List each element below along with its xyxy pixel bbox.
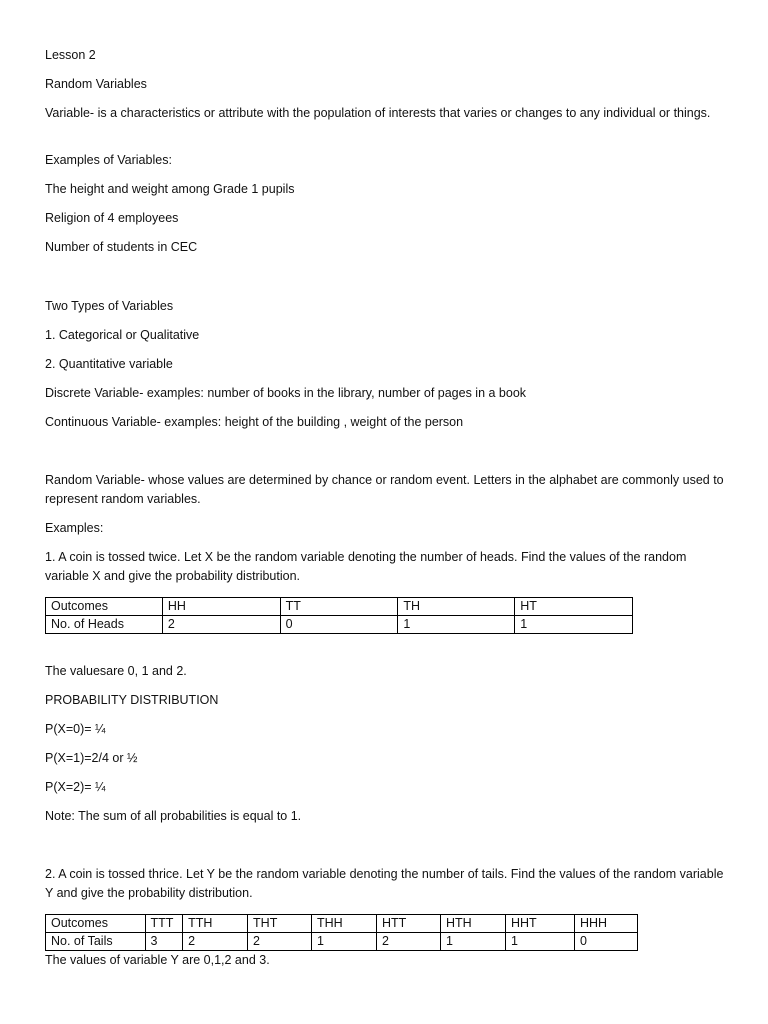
table-cell: 2: [183, 933, 248, 951]
table-cell: 1: [515, 616, 633, 634]
table-cell: 1: [440, 933, 505, 951]
table-row: [46, 915, 638, 933]
table-cell: 2: [377, 933, 441, 951]
type-categorical: 1. Categorical or Qualitative: [45, 328, 200, 342]
table-cell: THH: [312, 915, 377, 933]
table-cell: HHH: [575, 915, 638, 933]
probability-x0: P(X=0)= ¼: [45, 722, 106, 736]
table-cell: TH: [398, 598, 515, 616]
lesson-number: Lesson 2: [45, 48, 96, 62]
table-cell: 1: [505, 933, 574, 951]
values-statement: The valuesare 0, 1 and 2.: [45, 664, 187, 678]
continuous-variable-text: Continuous Variable- examples: height of the building , weight of the person: [45, 415, 464, 429]
table-row: [46, 598, 633, 616]
table-cell: 1: [312, 933, 377, 951]
table-cell: 2: [248, 933, 312, 951]
type-quantitative: 2. Quantitative variable: [45, 357, 173, 371]
table-cell: HTH: [440, 915, 505, 933]
table-cell: TT: [280, 598, 398, 616]
table-cell: HHT: [505, 915, 574, 933]
table-cell: 0: [280, 616, 398, 634]
variable-example-3: Number of students in CEC: [45, 240, 198, 254]
table-row: [46, 933, 638, 951]
probability-x2: P(X=2)= ¼: [45, 780, 106, 794]
probability-x1: P(X=1)=2/4 or ½: [45, 751, 138, 765]
tails-outcome-table: [45, 914, 638, 951]
variable-definition: Variable- is a characteristics or attribute with the population of interests that varies or changes to any individual or things.: [45, 106, 711, 120]
table-cell: 3: [145, 933, 183, 951]
variable-example-1: The height and weight among Grade 1 pupils: [45, 182, 295, 196]
heads-outcome-table: [45, 597, 633, 634]
random-variable-definition: Random Variable- whose values are determined by chance or random event. Letters in the alphabet are commonly used to represent random variables.: [45, 473, 728, 506]
table-cell: TTT: [145, 915, 183, 933]
table-cell: No. of Heads: [46, 616, 163, 634]
lesson-title: Random Variables: [45, 77, 147, 91]
example-2-question: 2. A coin is tossed thrice. Let Y be the random variable denoting the number of tails. Find the values of the random variable Y and give the probability distribution.: [45, 867, 727, 900]
discrete-variable-text: Discrete Variable- examples: number of books in the library, number of pages in a book: [45, 386, 527, 400]
table-cell: HH: [162, 598, 280, 616]
table-cell: 0: [575, 933, 638, 951]
table-cell: No. of Tails: [46, 933, 146, 951]
table-cell: Outcomes: [46, 598, 163, 616]
probability-note: Note: The sum of all probabilities is equal to 1.: [45, 809, 302, 823]
table-cell: 1: [398, 616, 515, 634]
types-of-variables-heading: Two Types of Variables: [45, 299, 174, 313]
values-of-y-statement: The values of variable Y are 0,1,2 and 3.: [45, 953, 270, 967]
table-cell: 2: [162, 616, 280, 634]
table-cell: HTT: [377, 915, 441, 933]
examples-heading: Examples:: [45, 521, 104, 535]
table-cell: HT: [515, 598, 633, 616]
table-row: [46, 616, 633, 634]
table-cell: THT: [248, 915, 312, 933]
table-cell: Outcomes: [46, 915, 146, 933]
variable-example-2: Religion of 4 employees: [45, 211, 179, 225]
example-1-question: 1. A coin is tossed twice. Let X be the random variable denoting the number of heads. Find the values of the random variable X and give the probability distribution.: [45, 550, 690, 583]
examples-of-variables-heading: Examples of Variables:: [45, 153, 172, 167]
probability-distribution-heading: PROBABILITY DISTRIBUTION: [45, 693, 219, 707]
table-cell: TTH: [183, 915, 248, 933]
